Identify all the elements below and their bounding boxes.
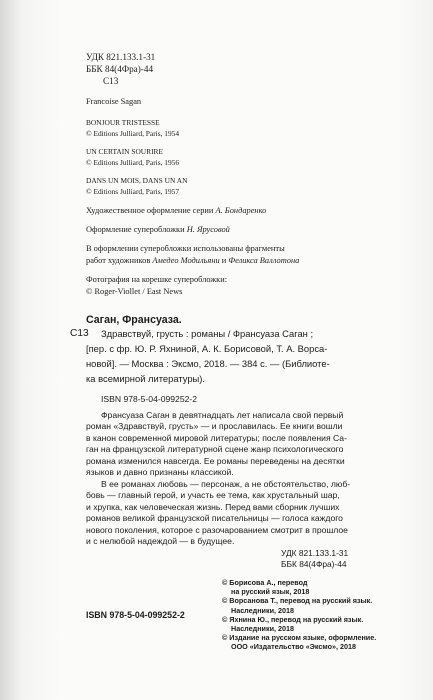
series-design-label: Художественное оформление серии bbox=[86, 206, 214, 215]
annotation-p1-line: Франсуаза Саган в девятнадцать лет написала свой первый bbox=[101, 410, 344, 420]
annotation-p2-line: и с нелюбой надеждой — в будущее. bbox=[86, 535, 235, 546]
fragments-line-2 bbox=[86, 256, 299, 267]
annotation-p1-line: романа изменился навсегда. Ее романы переведены на десятки bbox=[86, 455, 345, 466]
original-copyright-3: © Editions Julliard, Paris, 1957 bbox=[86, 187, 180, 196]
jacket-design-credit bbox=[86, 225, 230, 236]
original-copyright-2: © Editions Julliard, Paris, 1956 bbox=[86, 158, 180, 167]
annotation-p2-line: романов великой французской писательницы — голоса каждого bbox=[86, 513, 343, 524]
original-copyright-1: © Editions Julliard, Paris, 1954 bbox=[86, 129, 180, 138]
bbk-code: ББК 84(4Фра)-44 bbox=[86, 64, 154, 74]
annotation-p2-line: нового поколения, которое с разочарованием смотрит в прошлое bbox=[86, 524, 348, 535]
copyright-block bbox=[222, 578, 376, 652]
annotation-p1-line: роман «Здравствуй, грусть» — и прославилась. Ее книги вошли bbox=[86, 421, 343, 432]
catalog-author-heading: Саган, Франсуаза. bbox=[86, 314, 182, 326]
footer-isbn: ISBN 978-5-04-099252-2 bbox=[86, 610, 185, 620]
copyright-line: © Яхнина Ю., перевод на русский язык. bbox=[222, 614, 364, 624]
copyright-line: Наследники, 2018 bbox=[231, 624, 294, 634]
catalog-description-line-1: Здравствуй, грусть : романы / Франсуаза Саган ; bbox=[101, 328, 314, 339]
annotation-bbk: ББК 84(4Фра)-44 bbox=[281, 559, 347, 569]
copyright-line: ООО «Издательство «Эксмо», 2018 bbox=[231, 642, 356, 652]
series-design-name: А. Бондаренко bbox=[215, 206, 267, 215]
fragments-and: и bbox=[221, 256, 227, 265]
original-title-1: BONJOUR TRISTESSE bbox=[86, 118, 160, 127]
annotation-p1-line: языков и давно признаны классикой. bbox=[86, 466, 234, 477]
spine-photo-credit: © Roger-Viollet / East News bbox=[86, 287, 183, 296]
annotation-p2-line: бовь — главный герой, и участь ее тема, как хрустальный шар, bbox=[86, 490, 340, 501]
original-title-3: DANS UN MOIS, DANS UN AN bbox=[86, 176, 188, 185]
fragments-line-1: В оформлении суперобложки использованы фрагменты bbox=[86, 244, 285, 253]
spine-photo-label: Фотография на корешке суперобложки: bbox=[86, 275, 228, 284]
udk-code: УДК 821.133.1-31 bbox=[86, 52, 156, 62]
jacket-design-label: Оформление суперобложки bbox=[86, 225, 185, 234]
catalog-description-line-3: новой]. — Москва : Эксмо, 2018. — 384 с. — (Библиоте- bbox=[86, 358, 330, 369]
annotation-p1-line: в канон современной мировой литературы; после появления Са- bbox=[86, 432, 347, 443]
fragments-artist-1: Амедео Модильяни bbox=[152, 256, 220, 265]
catalog-isbn: ISBN 978-5-04-099252-2 bbox=[101, 394, 198, 404]
copyright-line: на русский язык, 2018 bbox=[231, 587, 310, 597]
jacket-design-name: Н. Ярусовой bbox=[186, 225, 230, 234]
annotation-paragraph-1 bbox=[86, 410, 376, 478]
annotation-udk: УДК 821.133.1-31 bbox=[281, 548, 349, 558]
original-title-2: UN CERTAIN SOURIRE bbox=[86, 147, 163, 156]
catalog-description-line-2: [пер. с фр. Ю. Р. Яхниной, А. К. Борисовой, Т. А. Ворса- bbox=[86, 343, 328, 354]
annotation-p2-line: В ее романах любовь — персонаж, а не обстоятельство, люб- bbox=[101, 479, 351, 489]
catalog-code: С13 bbox=[70, 328, 89, 339]
copyright-line: © Борисова А., перевод bbox=[222, 578, 308, 587]
original-author: Francoise Sagan bbox=[86, 97, 142, 106]
catalog-description-line-4: ка всемирной литературы). bbox=[86, 373, 206, 384]
annotation-p1-line: ган на французской литературной сцене жанр психологического bbox=[86, 444, 344, 455]
author-code: С13 bbox=[103, 76, 119, 86]
annotation-p2-line: и хрупка, как человеческая жизнь. Перед вами сборник лучших bbox=[86, 501, 340, 512]
series-design-credit bbox=[86, 206, 266, 217]
fragments-prefix: работ художников bbox=[86, 256, 151, 265]
annotation-paragraph-2 bbox=[86, 479, 376, 547]
copyright-line: © Ворсанова Т., перевод на русский язык. bbox=[222, 596, 373, 606]
copyright-line: © Издание на русском языке, оформление. bbox=[222, 633, 377, 643]
copyright-line: Наследники, 2018 bbox=[231, 605, 294, 615]
fragments-artist-2: Феликса Валлотона bbox=[228, 256, 300, 265]
